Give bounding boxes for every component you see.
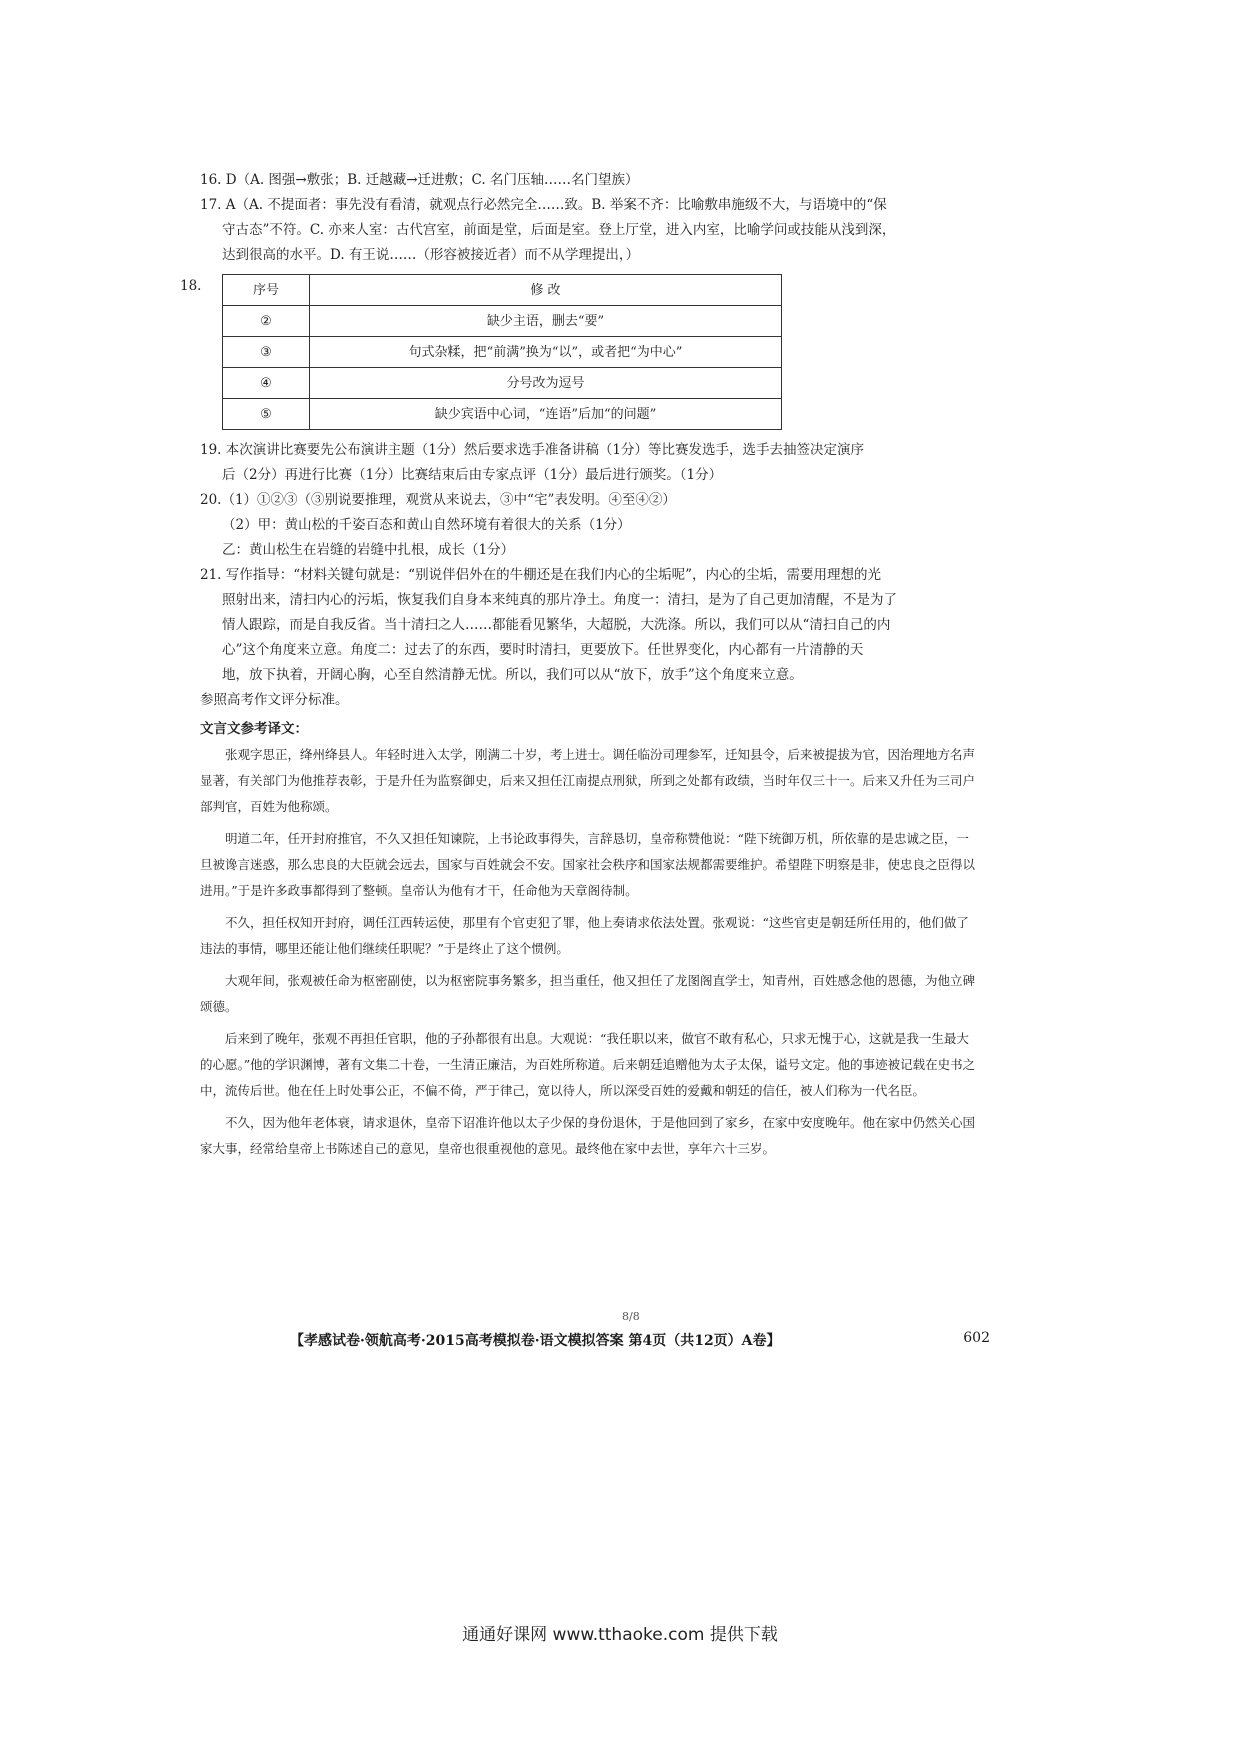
footer-page-number: 602 <box>963 1330 990 1346</box>
answer-line: 20.（1）①②③（③别说要推理，观赏从来说去，③中“宅”表发明。④至④②） <box>200 492 676 508</box>
q18-number: 18. <box>180 278 202 294</box>
answer-line: 后（2分）再进行比赛（1分）比赛结束后由专家点评（1分）最后进行颁奖。（1分） <box>222 467 723 483</box>
answer-line: 17. A（A. 不提面者：事先没有看清，就观点行必然完全……致。B. 举案不齐：比喻敷串施级不大，与语境中的“保 <box>200 197 887 213</box>
translation-paragraph: 大观年间，张观被任命为枢密副使，以为枢密院事务繁多，担当重任，他又担任了龙图阁直学士，知青州，百姓感念他的恩德，为他立碑颂德。 <box>200 973 976 1014</box>
row-revision: 缺少主语，删去“要” <box>310 306 782 337</box>
q18-answer-table <box>222 274 782 430</box>
header-number: 序号 <box>223 275 310 306</box>
download-watermark: 通通好课网 www.tthaoke.com 提供下载 <box>462 1625 778 1645</box>
table-row <box>223 399 782 430</box>
header-revision: 修 改 <box>310 275 782 306</box>
translation-paragraph: 不久，担任权知开封府，调任江西转运使，那里有个官吏犯了罪，他上奏请求依法处置。张观说：“这些官吏是朝廷所任用的，他们做了违法的事情，哪里还能让他们继续任职呢？”于是终止了这个惯例。 <box>200 915 969 956</box>
answer-line: 参照高考作文评分标准。 <box>200 692 349 708</box>
table-header-row <box>223 275 782 306</box>
answer-line: 地，放下执着，开阔心胸，心至自然清静无忧。所以，我们可以从“放下，放手”这个角度来立意。 <box>222 667 803 683</box>
translation-paragraph: 不久，因为他年老体衰，请求退休，皇帝下诏准许他以太子少保的身份退休，于是他回到了家乡，在家中安度晚年。他在家中仍然关心国家大事，经常给皇帝上书陈述自己的意见，皇帝也很重视他的意见。最终他在家中去世，享年六十三岁。 <box>200 1115 976 1156</box>
translation-paragraph: 明道二年，任开封府推官，不久又担任知谏院，上书论政事得失，言辞恳切，皇帝称赞他说：“陛下统御万机，所依靠的是忠诚之臣，一旦被谗言迷惑，那么忠良的大臣就会远去，国家与百姓就会不安。国家社会秩序和国家法规都需要维护。希望陛下明察是非，使忠良之臣得以进用。”于是许多政事都得到了整顿。皇帝认为他有才干，任命他为天章阁待制。 <box>200 831 976 898</box>
footer-text: 【孝感试卷·领航高考·2015高考模拟卷·语文模拟答案 第4页（共12页）A卷】 <box>290 1333 781 1349</box>
table-row <box>223 337 782 368</box>
answer-line: 守古态”不符。C. 亦来人室：古代宫室，前面是堂，后面是室。登上厅堂，进入内室，比喻学问或技能从浅到深， <box>222 222 896 238</box>
row-revision: 句式杂糅，把“前满”换为“以”，或者把“为中心” <box>310 337 782 368</box>
row-number: ② <box>223 306 310 337</box>
row-number: ④ <box>223 368 310 399</box>
page-footer <box>290 1330 990 1350</box>
row-revision: 缺少宾语中心词，“连语”后加“的问题” <box>310 399 782 430</box>
answer-key-body <box>180 168 980 1168</box>
answer-line: 19. 本次演讲比赛要先公布演讲主题（1分）然后要求选手准备讲稿（1分）等比赛发选手，选手去抽签决定演序 <box>200 442 864 458</box>
table-row <box>223 306 782 337</box>
translation-paragraph: 后来到了晚年，张观不再担任官职，他的子孙都很有出息。大观说：“我任职以来，做官不敢有私心，只求无愧于心，这就是我一生最大的心愿。”他的学识渊博，著有文集二十卷，一生清正廉洁，为百姓所称道。后来朝廷追赠他为太子太保，谥号文定。他的事迹被记载在史书之中，流传后世。他在任上时处事公正，不偏不倚，严于律己，宽以待人，所以深受百姓的爱戴和朝廷的信任，被人们称为一代名臣。 <box>200 1031 976 1098</box>
answer-line: 情人跟踪，而是自我反省。当十清扫之人……都能看见繁华，大超脱，大洗涤。所以，我们可以从“清扫自己的内 <box>222 617 891 633</box>
translation-paragraph: 张观字思正，绛州绛县人。年轻时进入太学，刚满二十岁，考上进士。调任临汾司理参军，迁知县令，后来被提拔为官，因治理地方名声显著，有关部门为他推荐表彰，于是升任为监察御史，后来又担任江南提点刑狱，所到之处都有政绩，当时年仅三十一。后来又升任为三司户部判官，百姓为他称颂。 <box>200 747 976 814</box>
answer-line: 21. 写作指导：“材料关键句就是：“别说伴侣外在的牛棚还是在我们内心的尘垢呢”，内心的尘垢，需要用理想的光 <box>200 567 881 583</box>
answer-line: 16. D（A. 图强→敷张；B. 迁越藏→迁进敷；C. 名门压轴……名门望族） <box>200 172 639 188</box>
row-revision: 分号改为逗号 <box>310 368 782 399</box>
table-row <box>223 368 782 399</box>
translation-heading: 文言文参考译文： <box>200 721 308 737</box>
answer-line: 乙：黄山松生在岩缝的岩缝中扎根，成长（1分） <box>222 542 515 558</box>
answer-line: 心”这个角度来立意。角度二：过去了的东西，要时时清扫，更要放下。任世界变化，内心都有一片清静的天 <box>222 642 864 658</box>
answer-line: 照射出来，清扫内心的污垢，恢复我们自身本来纯真的那片净土。角度一：清扫，是为了自己更加清醒，不是为了 <box>222 592 897 608</box>
q18-table-wrapper <box>180 274 980 430</box>
answer-line: （2）甲：黄山松的千姿百态和黄山自然环境有着很大的关系（1分） <box>222 517 631 533</box>
row-number: ⑤ <box>223 399 310 430</box>
answer-line: 达到很高的水平。D. 有王说……（形容被接近者）而不从学理提出，） <box>222 247 640 263</box>
page-mark: 8/8 <box>622 1310 640 1323</box>
row-number: ③ <box>223 337 310 368</box>
